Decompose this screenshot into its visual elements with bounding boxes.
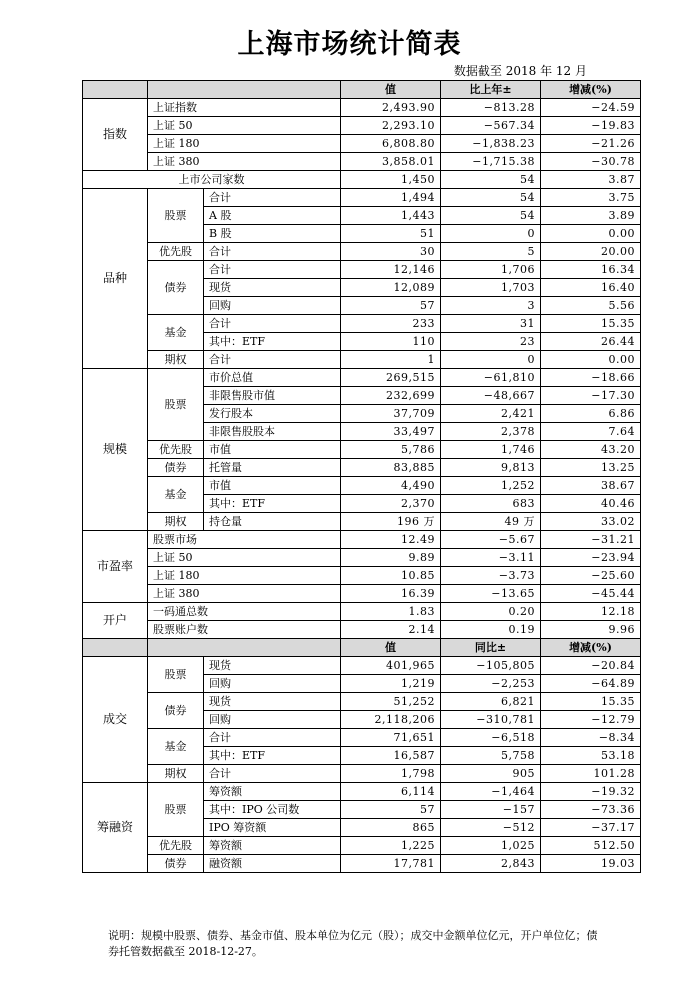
row-label: 合计 (204, 351, 341, 369)
row-label: 非限售股市值 (204, 387, 341, 405)
header-value: 值 (341, 639, 441, 657)
table-row: B 股 51 0 0.00 (83, 225, 641, 243)
table-row: 回购 1,219 −2,253 −64.89 (83, 675, 641, 693)
row-label: 一码通总数 (148, 603, 341, 621)
table-row: 其中：ETF 2,370 683 40.46 (83, 495, 641, 513)
group-label: 市盈率 (83, 531, 148, 603)
table-row: IPO 筹资额 865 −512 −37.17 (83, 819, 641, 837)
table-row: A 股 1,443 54 3.89 (83, 207, 641, 225)
header-change: 比上年± (441, 81, 541, 99)
table-row: 上证 50 9.89 −3.11 −23.94 (83, 549, 641, 567)
row-label: 现货 (204, 693, 341, 711)
table-row: 规模 股票 市价总值 269,515 −61,810 −18.66 (83, 369, 641, 387)
row-label: 上证 180 (148, 567, 341, 585)
sub-label: 股票 (148, 657, 204, 693)
row-label: 其中：ETF (204, 333, 341, 351)
table-row: 其中：IPO 公司数 57 −157 −73.36 (83, 801, 641, 819)
row-label: 合计 (204, 315, 341, 333)
group-label: 品种 (83, 189, 148, 369)
group-label: 开户 (83, 603, 148, 639)
row-label: 现货 (204, 657, 341, 675)
row-label: 合计 (204, 729, 341, 747)
table-row: 债券 现货 51,252 6,821 15.35 (83, 693, 641, 711)
table-row: 非限售股市值 232,699 −48,667 −17.30 (83, 387, 641, 405)
sub-label: 债券 (148, 261, 204, 315)
row-label: 合计 (204, 261, 341, 279)
stats-table (82, 80, 641, 873)
row-label: 发行股本 (204, 405, 341, 423)
table-row: 上证 380 3,858.01 −1,715.38 −30.78 (83, 153, 641, 171)
row-label: 现货 (204, 279, 341, 297)
sub-label: 股票 (148, 369, 204, 441)
row-label: 合计 (204, 765, 341, 783)
row-label: 合计 (204, 243, 341, 261)
sub-label: 基金 (148, 477, 204, 513)
row-label: 非限售股股本 (204, 423, 341, 441)
row-label: B 股 (204, 225, 341, 243)
table-row: 债券 合计 12,146 1,706 16.34 (83, 261, 641, 279)
table-row: 上证 180 10.85 −3.73 −25.60 (83, 567, 641, 585)
sub-label: 债券 (148, 459, 204, 477)
sub-label: 期权 (148, 513, 204, 531)
table-row: 股票账户数 2.14 0.19 9.96 (83, 621, 641, 639)
sub-label: 期权 (148, 765, 204, 783)
sub-label: 债券 (148, 855, 204, 873)
row-label: 上证 180 (148, 135, 341, 153)
table-row: 现货 12,089 1,703 16.40 (83, 279, 641, 297)
row-label: 回购 (204, 297, 341, 315)
header-value: 值 (341, 81, 441, 99)
row-label: 回购 (204, 711, 341, 729)
table-header (83, 639, 641, 657)
table-row: 期权 合计 1,798 905 101.28 (83, 765, 641, 783)
table-row: 优先股 合计 30 5 20.00 (83, 243, 641, 261)
group-label: 成交 (83, 657, 148, 783)
row-label: 托管量 (204, 459, 341, 477)
sub-label: 期权 (148, 351, 204, 369)
row-label: 筹资额 (204, 783, 341, 801)
table-row: 上证 180 6,808.80 −1,838.23 −21.26 (83, 135, 641, 153)
sub-label: 基金 (148, 315, 204, 351)
table-row: 上市公司家数 1,450 54 3.87 (83, 171, 641, 189)
row-label: 其中：IPO 公司数 (204, 801, 341, 819)
table-row: 非限售股股本 33,497 2,378 7.64 (83, 423, 641, 441)
table-row: 指数 上证指数 2,493.90 −813.28 −24.59 (83, 99, 641, 117)
table-row: 基金 市值 4,490 1,252 38.67 (83, 477, 641, 495)
table-row: 基金 合计 71,651 −6,518 −8.34 (83, 729, 641, 747)
group-label: 指数 (83, 99, 148, 171)
row-label: 上证 380 (148, 153, 341, 171)
table-row: 债券 融资额 17,781 2,843 19.03 (83, 855, 641, 873)
sub-label: 优先股 (148, 441, 204, 459)
row-label: 其中：ETF (204, 747, 341, 765)
row-label: 市值 (204, 441, 341, 459)
row-label: A 股 (204, 207, 341, 225)
sub-label: 股票 (148, 783, 204, 837)
table-row: 市盈率 股票市场 12.49 −5.67 −31.21 (83, 531, 641, 549)
row-label: 筹资额 (204, 837, 341, 855)
page-title: 上海市场统计简表 (237, 29, 462, 60)
table-row: 其中：ETF 110 23 26.44 (83, 333, 641, 351)
table-row: 基金 合计 233 31 15.35 (83, 315, 641, 333)
row-label: 持仓量 (204, 513, 341, 531)
row-label: 合计 (204, 189, 341, 207)
footnote: 说明：规模中股票、债券、基金市值、股本单位为亿元（股）；成交中金额单位亿元，开户单位亿；债券托管数据截至 2018-12-27。 (108, 929, 598, 958)
table-row: 发行股本 37,709 2,421 6.86 (83, 405, 641, 423)
table-row: 筹融资 股票 筹资额 6,114 −1,464 −19.32 (83, 783, 641, 801)
row-label: 融资额 (204, 855, 341, 873)
sub-label: 股票 (148, 189, 204, 243)
sub-label: 优先股 (148, 837, 204, 855)
table-row: 债券 托管量 83,885 9,813 13.25 (83, 459, 641, 477)
row-label: 上证 50 (148, 117, 341, 135)
table-row: 上证 50 2,293.10 −567.34 −19.83 (83, 117, 641, 135)
header-percent: 增减(%) (541, 81, 641, 99)
row-label: 上证 380 (148, 585, 341, 603)
row-label: 回购 (204, 675, 341, 693)
sub-label: 债券 (148, 693, 204, 729)
table-row: 期权 合计 1 0 0.00 (83, 351, 641, 369)
table-row: 上证 380 16.39 −13.65 −45.44 (83, 585, 641, 603)
row-label: 市价总值 (204, 369, 341, 387)
row-label: 其中：ETF (204, 495, 341, 513)
table-row: 品种 股票 合计 1,494 54 3.75 (83, 189, 641, 207)
row-label: 股票市场 (148, 531, 341, 549)
table-row: 优先股 市值 5,786 1,746 43.20 (83, 441, 641, 459)
header-change: 同比± (441, 639, 541, 657)
table-row: 开户 一码通总数 1.83 0.20 12.18 (83, 603, 641, 621)
table-row: 回购 57 3 5.56 (83, 297, 641, 315)
table-row: 成交 股票 现货 401,965 −105,805 −20.84 (83, 657, 641, 675)
row-label: 上证 50 (148, 549, 341, 567)
row-label: 市值 (204, 477, 341, 495)
date-note: 数据截至 2018 年 12 月 (453, 64, 587, 78)
table-row: 回购 2,118,206 −310,781 −12.79 (83, 711, 641, 729)
table-row: 优先股 筹资额 1,225 1,025 512.50 (83, 837, 641, 855)
table-row: 其中：ETF 16,587 5,758 53.18 (83, 747, 641, 765)
group-label: 筹融资 (83, 783, 148, 873)
row-label: 上证指数 (148, 99, 341, 117)
group-label: 规模 (83, 369, 148, 531)
row-label: IPO 筹资额 (204, 819, 341, 837)
row-label: 上市公司家数 (83, 171, 341, 189)
sub-label: 基金 (148, 729, 204, 765)
header-percent: 增减(%) (541, 639, 641, 657)
table-header (83, 81, 641, 99)
row-label: 股票账户数 (148, 621, 341, 639)
table-row: 期权 持仓量 196 万 49 万 33.02 (83, 513, 641, 531)
sub-label: 优先股 (148, 243, 204, 261)
